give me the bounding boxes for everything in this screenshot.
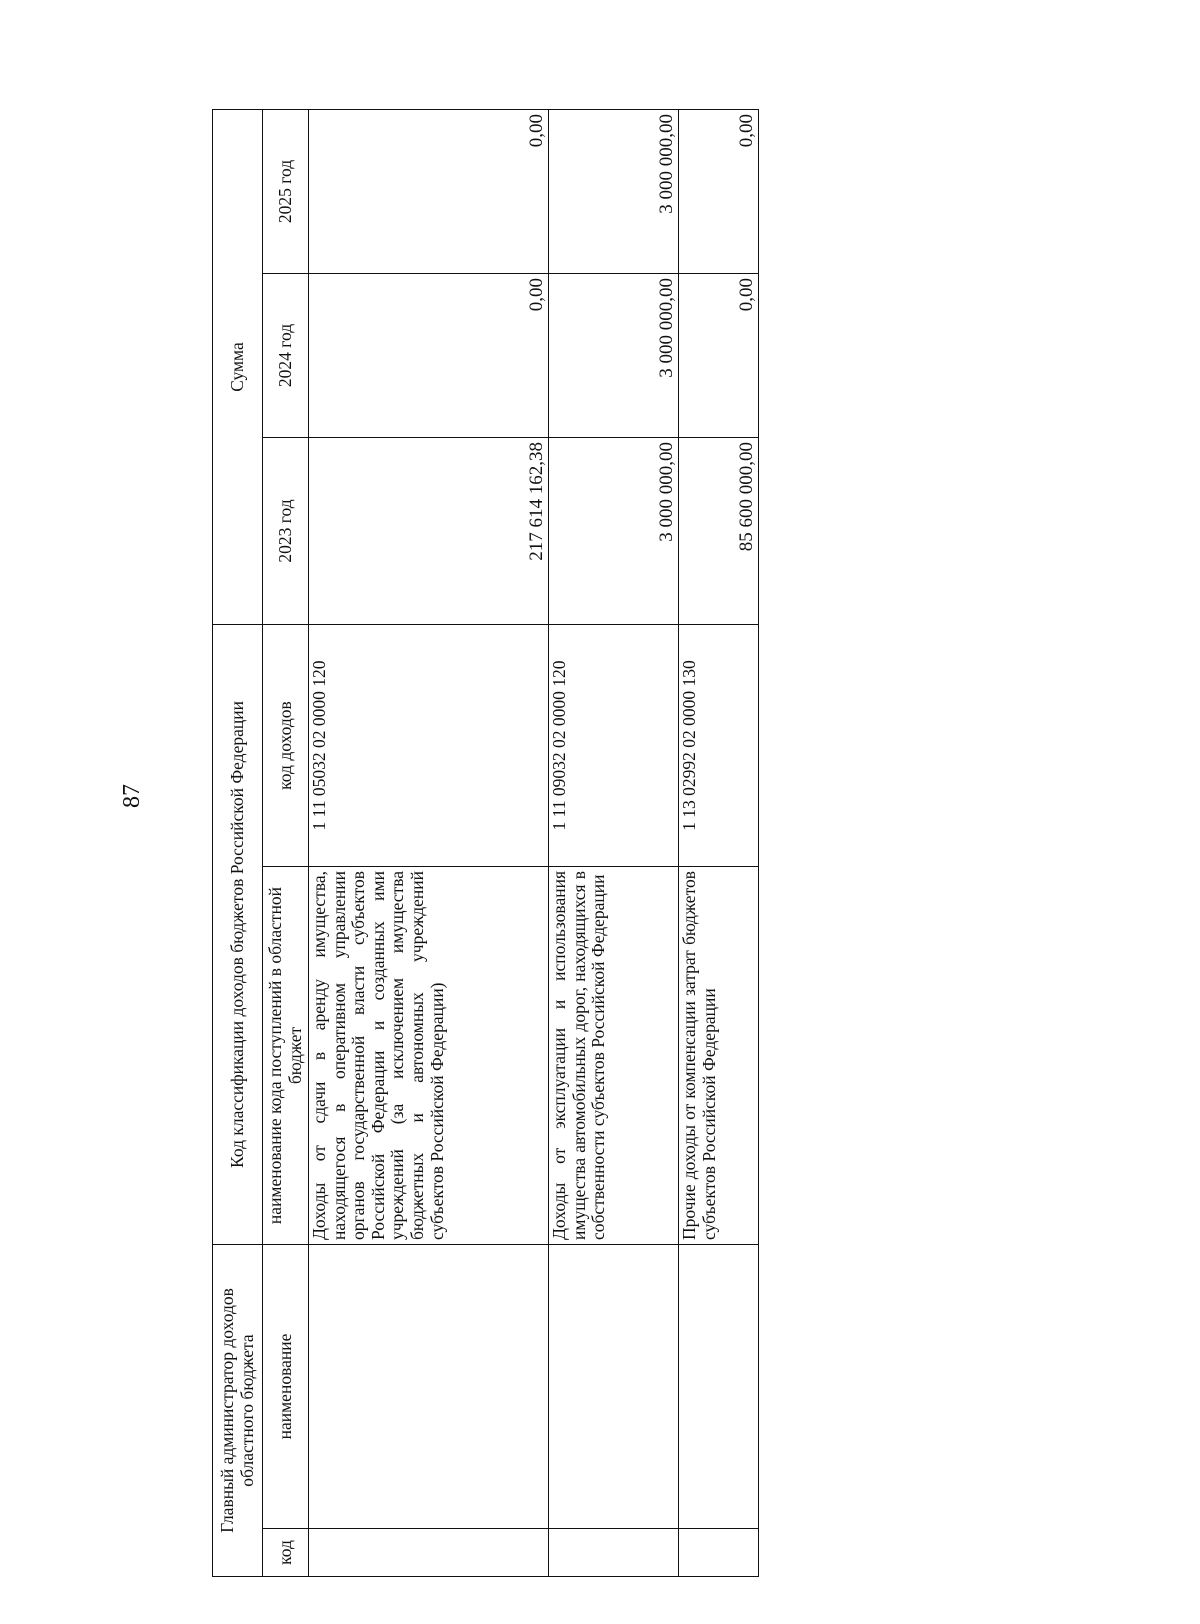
- header-kbk-group: Код классификации доходов бюджетов Российской Федерации: [213, 625, 263, 1245]
- header-2023: 2023 год: [263, 438, 309, 625]
- header-income-code: код доходов: [263, 625, 309, 867]
- rotated-table-wrapper: [212, 110, 758, 1577]
- cell-2023: 85 600 000,00: [679, 438, 759, 625]
- revenue-table: [212, 109, 759, 1577]
- cell-admin-name: [309, 1245, 549, 1529]
- cell-2023: 217 614 162,38: [309, 438, 549, 625]
- cell-admin-code: [309, 1529, 549, 1577]
- cell-admin-code: [549, 1529, 679, 1577]
- page-number: 87: [119, 784, 145, 808]
- cell-admin-name: [679, 1245, 759, 1529]
- cell-description: Доходы от сдачи в аренду имущества, находящегося в оперативном управлении органов государственной власти субъектов Российской Федерации и созданных ими учреждений (за исключением имущества бюджетных и автономных учреждений субъектов Российской Федерации): [309, 867, 549, 1245]
- cell-income-code: 1 13 02992 02 0000 130: [679, 625, 759, 867]
- header-2025: 2025 год: [263, 109, 309, 273]
- table-row: [679, 109, 759, 1576]
- cell-2024: 0,00: [679, 274, 759, 438]
- header-admin-group: Главный администратор доходов областного бюджета: [213, 1245, 263, 1577]
- cell-2024: 3 000 000,00: [549, 274, 679, 438]
- header-sum-group: Сумма: [213, 109, 263, 624]
- cell-description: Прочие доходы от компенсации затрат бюджетов субъектов Российской Федерации: [679, 867, 759, 1245]
- cell-income-code: 1 11 09032 02 0000 120: [549, 625, 679, 867]
- table-row: [549, 109, 679, 1576]
- cell-2023: 3 000 000,00: [549, 438, 679, 625]
- table-row: [309, 109, 549, 1576]
- cell-income-code: 1 11 05032 02 0000 120: [309, 625, 549, 867]
- cell-2025: 0,00: [679, 109, 759, 273]
- header-name: наименование: [263, 1245, 309, 1529]
- header-2024: 2024 год: [263, 274, 309, 438]
- cell-description: Доходы от эксплуатации и использования имущества автомобильных дорог, находящихся в собственности субъектов Российской Федерации: [549, 867, 679, 1245]
- cell-admin-name: [549, 1245, 679, 1529]
- header-receipt-name: наименование кода поступлений в областной бюджет: [263, 867, 309, 1245]
- cell-2025: 3 000 000,00: [549, 109, 679, 273]
- cell-2025: 0,00: [309, 109, 549, 273]
- header-code: код: [263, 1529, 309, 1577]
- cell-admin-code: [679, 1529, 759, 1577]
- cell-2024: 0,00: [309, 274, 549, 438]
